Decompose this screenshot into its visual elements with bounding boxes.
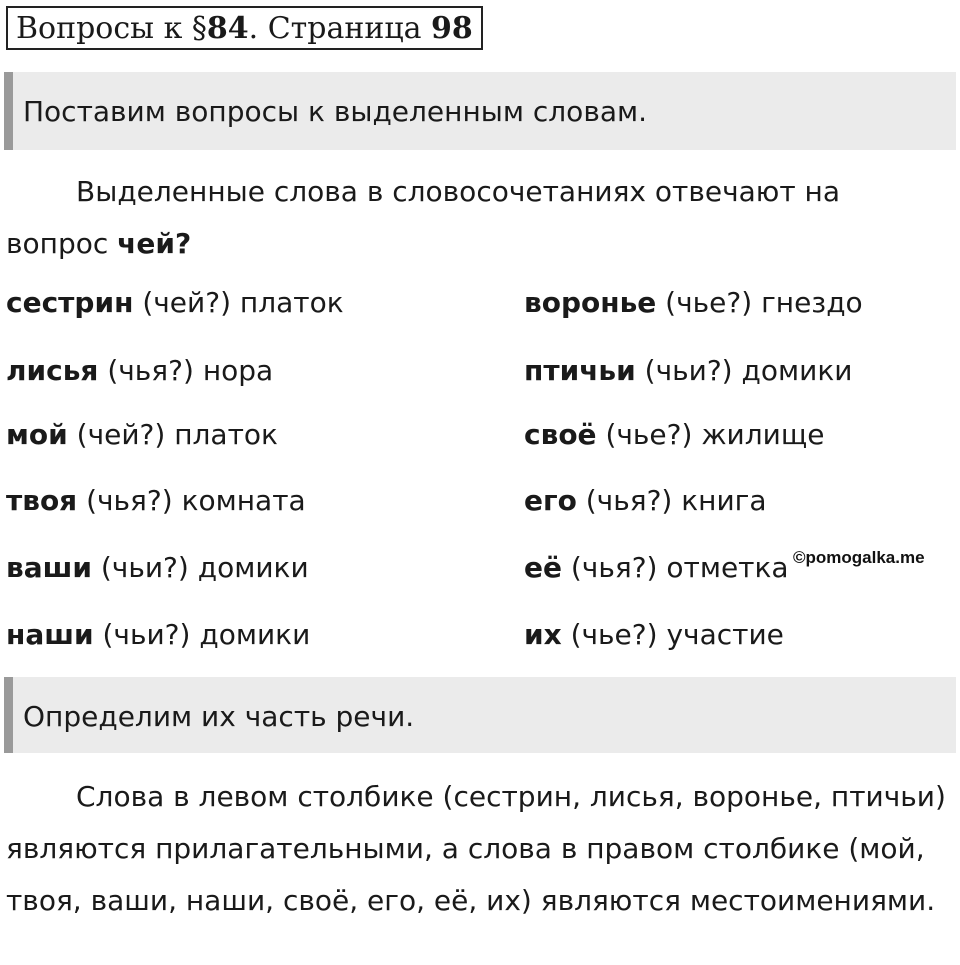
highlighted-word: его <box>524 484 577 517</box>
answer-paragraph-questions <box>6 166 951 270</box>
highlighted-word: наши <box>6 618 94 651</box>
highlighted-word: воронье <box>524 286 657 319</box>
answer-paragraph-part-of-speech: Слова в левом столбике (сестрин, лисья, воронье, птичьи) являются прилагательными, а слова в правом столбике (мой, твоя, ваши, наши, своё, его, её, их) являются местоимениями. <box>6 780 946 917</box>
left-row <box>6 484 306 517</box>
question-phrase: (чья?) книга <box>576 484 767 517</box>
right-row <box>524 551 789 584</box>
question-phrase: (чье?) участие <box>561 618 784 651</box>
title-middle: . Страница <box>248 11 432 46</box>
question-phrase: (чья?) комната <box>77 484 306 517</box>
question-phrase: (чей?) платок <box>133 286 344 319</box>
paragraph1-bold: чей? <box>117 227 192 260</box>
section-number: 84 <box>206 11 249 46</box>
task-banner-part-of-speech: Определим их часть речи. <box>4 677 956 753</box>
highlighted-word: их <box>524 618 562 651</box>
task-banner-questions: Поставим вопросы к выделенным словам. <box>4 72 956 150</box>
watermark: ©pomogalka.me <box>793 548 925 567</box>
title-prefix: Вопросы к § <box>16 11 207 46</box>
left-row <box>6 551 309 584</box>
right-row <box>524 618 784 651</box>
left-row <box>6 418 278 451</box>
question-phrase: (чья?) отметка <box>561 551 789 584</box>
highlighted-word: лисья <box>6 354 99 387</box>
highlighted-word: ваши <box>6 551 92 584</box>
right-row <box>524 484 767 517</box>
question-phrase: (чьи?) домики <box>93 618 311 651</box>
right-row <box>524 418 824 451</box>
question-phrase: (чья?) нора <box>98 354 274 387</box>
left-row <box>6 618 310 651</box>
question-phrase: (чье?) гнездо <box>656 286 863 319</box>
highlighted-word: сестрин <box>6 286 134 319</box>
highlighted-word: птичьи <box>524 354 636 387</box>
right-row <box>524 286 863 319</box>
right-row <box>524 354 852 387</box>
left-row <box>6 286 344 319</box>
question-phrase: (чье?) жилище <box>596 418 825 451</box>
left-row <box>6 354 273 387</box>
question-phrase: (чей?) платок <box>67 418 278 451</box>
question-phrase: (чьи?) домики <box>91 551 309 584</box>
highlighted-word: мой <box>6 418 68 451</box>
highlighted-word: твоя <box>6 484 78 517</box>
page-number: 98 <box>431 11 473 46</box>
highlighted-word: её <box>524 551 562 584</box>
paragraph1-text: Выделенные слова в словосочетаниях отвечают на вопрос <box>6 175 841 260</box>
page-title <box>6 6 483 50</box>
highlighted-word: своё <box>524 418 597 451</box>
question-phrase: (чьи?) домики <box>635 354 853 387</box>
